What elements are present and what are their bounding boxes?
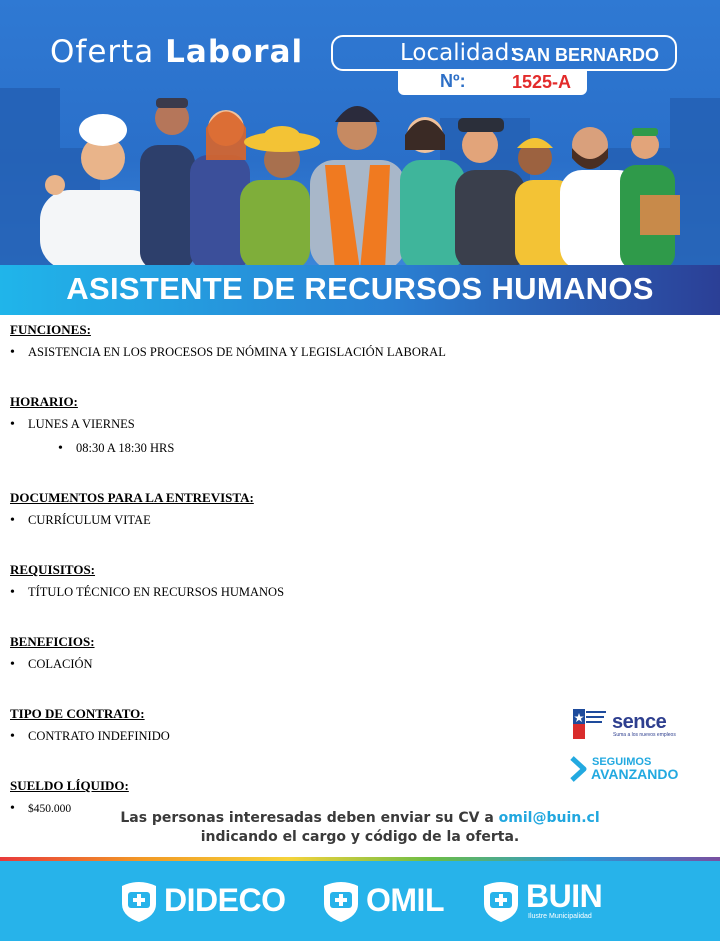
- list-item: [10, 729, 170, 745]
- avanzando-text: AVANZANDO: [591, 766, 679, 782]
- list-item: [10, 345, 446, 361]
- construction-worker-figure: [310, 106, 405, 268]
- omil-text: OMIL: [366, 882, 444, 918]
- list-sub-item: [58, 441, 174, 457]
- item-text: LUNES A VIERNES: [28, 417, 135, 431]
- sence-tagline: Suma a los nuevos empleos: [613, 732, 676, 738]
- contact-email-link[interactable]: omil@buin.cl: [498, 810, 600, 826]
- bullet-icon: •: [10, 513, 15, 528]
- section-heading-funciones: FUNCIONES:: [10, 322, 91, 337]
- item-text: CURRÍCULUM VITAE: [28, 513, 151, 527]
- notice-line-2: indicando el cargo y código de la oferta.: [200, 829, 520, 845]
- section-heading-horario: HORARIO:: [10, 394, 78, 409]
- omil-logo: [320, 880, 460, 924]
- job-title: ASISTENTE DE RECURSOS HUMANOS: [66, 271, 654, 306]
- sence-logo: sence: [612, 711, 667, 733]
- farmer-figure: [240, 126, 320, 268]
- cleaner-figure: [140, 98, 195, 268]
- locality-label: Localidad:: [400, 40, 518, 66]
- chevron-right-icon: [570, 756, 588, 782]
- section-heading-sueldo: SUELDO LÍQUIDO:: [10, 778, 129, 793]
- title-light: Oferta: [50, 34, 166, 70]
- workers-illustration: [0, 90, 720, 268]
- shield-icon: [480, 880, 522, 922]
- bullet-icon: •: [10, 729, 15, 744]
- police-figure: [455, 118, 525, 268]
- bullet-icon: •: [10, 417, 15, 432]
- title-bold: Laboral: [165, 34, 304, 70]
- buin-logo: [480, 880, 620, 924]
- section-heading-requisitos: REQUISITOS:: [10, 562, 96, 577]
- dideco-logo: [118, 880, 288, 924]
- bullet-icon: •: [10, 801, 15, 816]
- offer-number-label: Nº:: [440, 71, 466, 91]
- bullet-icon: •: [10, 345, 15, 360]
- item-text: 08:30 A 18:30 HRS: [76, 441, 175, 455]
- seguimos-text: SEGUIMOS: [592, 756, 652, 768]
- dideco-text: DIDECO: [164, 882, 286, 918]
- buin-text: BUIN: [526, 878, 603, 914]
- apply-notice: [0, 808, 720, 829]
- notice-text: Las personas interesadas deben enviar su CV a: [120, 810, 499, 826]
- bullet-icon: •: [58, 441, 63, 456]
- gobierno-logo-icon: [573, 709, 607, 739]
- section-heading-contrato: TIPO DE CONTRATO:: [10, 706, 145, 721]
- list-item: [10, 585, 284, 601]
- item-text: TÍTULO TÉCNICO EN RECURSOS HUMANOS: [28, 585, 285, 599]
- locality-value: SAN BERNARDO: [512, 45, 660, 65]
- grocer-figure: [620, 128, 680, 268]
- item-text: CONTRATO INDEFINIDO: [28, 729, 170, 743]
- shield-icon: [118, 880, 160, 922]
- item-text: ASISTENCIA EN LOS PROCESOS DE NÓMINA Y LEGISLACIÓN LABORAL: [28, 345, 446, 359]
- list-item: [10, 417, 135, 433]
- section-heading-documentos: DOCUMENTOS PARA LA ENTREVISTA:: [10, 490, 254, 505]
- page-title: [50, 34, 303, 70]
- item-text: $450.000: [28, 803, 72, 815]
- bullet-icon: •: [10, 585, 15, 600]
- item-text: COLACIÓN: [28, 657, 93, 671]
- list-item: [10, 513, 151, 529]
- buin-subtitle: Ilustre Municipalidad: [528, 913, 592, 920]
- list-item: [10, 657, 93, 673]
- bullet-icon: •: [10, 657, 15, 672]
- shield-icon: [320, 880, 362, 922]
- section-heading-beneficios: BENEFICIOS:: [10, 634, 95, 649]
- offer-number-value: 1525-A: [512, 72, 572, 92]
